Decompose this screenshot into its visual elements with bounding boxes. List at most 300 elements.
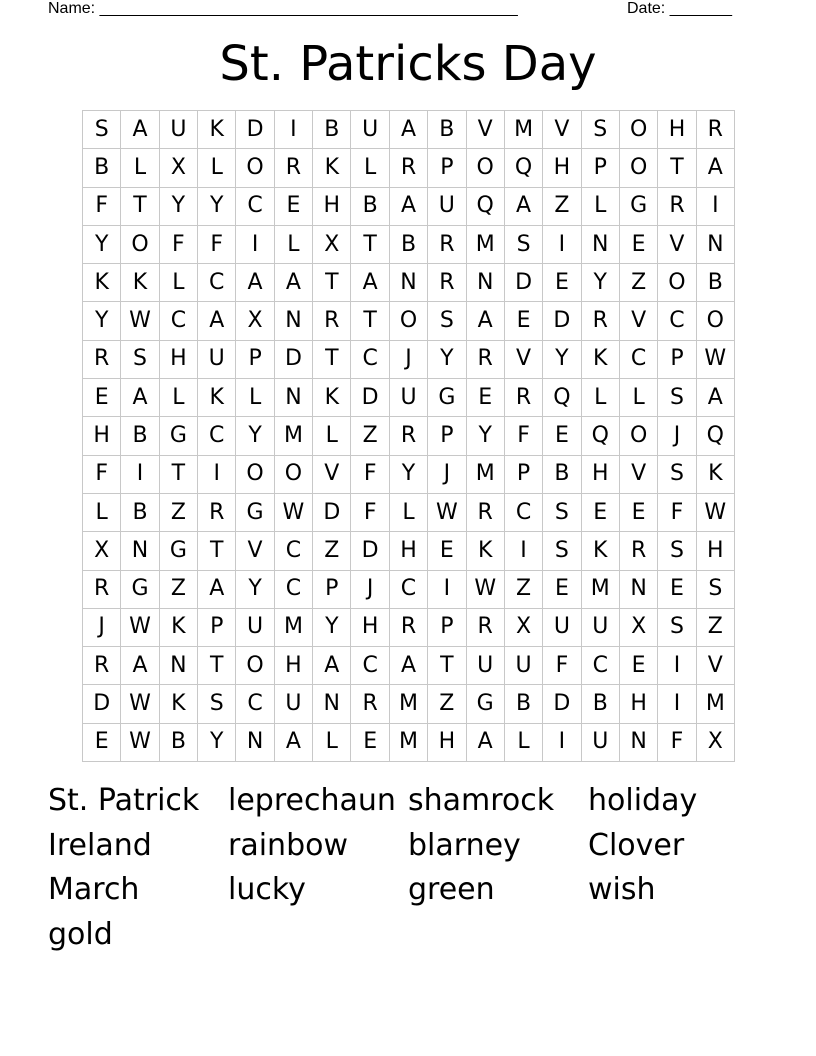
grid-cell: O <box>236 647 274 685</box>
grid-cell: F <box>658 724 696 762</box>
grid-cell: N <box>390 264 428 302</box>
grid-cell: G <box>620 188 658 226</box>
grid-cell: M <box>467 226 505 264</box>
grid-cell: J <box>428 456 466 494</box>
grid-cell: I <box>198 456 236 494</box>
grid-cell: O <box>658 264 696 302</box>
grid-cell: Y <box>390 456 428 494</box>
grid-cell: I <box>275 111 313 149</box>
grid-cell: C <box>351 341 389 379</box>
grid-cell: L <box>275 226 313 264</box>
grid-cell: U <box>198 341 236 379</box>
grid-cell: E <box>620 494 658 532</box>
grid-cell: V <box>543 111 581 149</box>
word-list-item: Clover <box>588 827 685 863</box>
grid-cell: H <box>620 685 658 723</box>
grid-cell: M <box>697 685 735 723</box>
grid-cell: T <box>198 647 236 685</box>
grid-cell: G <box>160 532 198 570</box>
grid-cell: H <box>582 456 620 494</box>
grid-cell: E <box>83 724 121 762</box>
grid-cell: K <box>313 379 351 417</box>
grid-cell: L <box>236 379 274 417</box>
grid-cell: H <box>275 647 313 685</box>
grid-cell: A <box>505 188 543 226</box>
grid-cell: D <box>543 302 581 340</box>
word-list-item: rainbow <box>228 827 348 863</box>
grid-cell: A <box>697 379 735 417</box>
grid-cell: L <box>160 379 198 417</box>
grid-cell: L <box>505 724 543 762</box>
grid-cell: G <box>428 379 466 417</box>
grid-cell: S <box>83 111 121 149</box>
grid-cell: W <box>467 571 505 609</box>
grid-cell: E <box>620 647 658 685</box>
grid-cell: X <box>236 302 274 340</box>
grid-cell: S <box>658 609 696 647</box>
grid-cell: R <box>467 494 505 532</box>
grid-cell: U <box>275 685 313 723</box>
grid-cell: S <box>658 456 696 494</box>
grid-cell: U <box>582 609 620 647</box>
grid-cell: G <box>467 685 505 723</box>
grid-cell: L <box>83 494 121 532</box>
grid-cell: R <box>390 609 428 647</box>
grid-cell: X <box>505 609 543 647</box>
grid-cell: D <box>313 494 351 532</box>
grid-cell: Y <box>313 609 351 647</box>
grid-cell: R <box>390 417 428 455</box>
grid-cell: E <box>505 302 543 340</box>
grid-cell: N <box>582 226 620 264</box>
grid-cell: V <box>505 341 543 379</box>
grid-cell: H <box>313 188 351 226</box>
grid-cell: R <box>390 149 428 187</box>
grid-cell: N <box>620 724 658 762</box>
grid-cell: F <box>351 494 389 532</box>
grid-cell: H <box>351 609 389 647</box>
grid-cell: O <box>467 149 505 187</box>
grid-cell: B <box>121 417 159 455</box>
grid-cell: F <box>351 456 389 494</box>
grid-cell: H <box>658 111 696 149</box>
grid-cell: E <box>467 379 505 417</box>
grid-cell: Y <box>83 226 121 264</box>
grid-cell: Z <box>428 685 466 723</box>
grid-cell: A <box>198 571 236 609</box>
grid-cell: H <box>390 532 428 570</box>
grid-cell: V <box>697 647 735 685</box>
grid-cell: K <box>198 111 236 149</box>
grid-cell: G <box>121 571 159 609</box>
grid-cell: B <box>505 685 543 723</box>
grid-cell: K <box>313 149 351 187</box>
grid-cell: R <box>505 379 543 417</box>
grid-cell: W <box>428 494 466 532</box>
grid-cell: R <box>582 302 620 340</box>
grid-cell: M <box>275 417 313 455</box>
grid-cell: E <box>620 226 658 264</box>
word-list-item: St. Patrick <box>48 783 200 818</box>
grid-cell: Z <box>620 264 658 302</box>
grid-cell: C <box>275 532 313 570</box>
grid-cell: Q <box>697 417 735 455</box>
grid-cell: O <box>620 417 658 455</box>
grid-cell: M <box>275 609 313 647</box>
grid-cell: L <box>121 149 159 187</box>
grid-cell: L <box>160 264 198 302</box>
grid-cell: F <box>83 188 121 226</box>
grid-cell: O <box>121 226 159 264</box>
grid-cell: R <box>428 264 466 302</box>
grid-cell: R <box>313 302 351 340</box>
grid-cell: D <box>351 532 389 570</box>
grid-cell: D <box>236 111 274 149</box>
grid-cell: V <box>313 456 351 494</box>
grid-cell: I <box>658 647 696 685</box>
grid-cell: X <box>160 149 198 187</box>
grid-cell: C <box>390 571 428 609</box>
word-search-grid <box>82 110 735 762</box>
grid-cell: E <box>543 571 581 609</box>
grid-cell: I <box>658 685 696 723</box>
grid-cell: A <box>390 188 428 226</box>
grid-cell: F <box>160 226 198 264</box>
grid-cell: U <box>582 724 620 762</box>
grid-cell: H <box>160 341 198 379</box>
grid-cell: W <box>275 494 313 532</box>
grid-cell: E <box>543 264 581 302</box>
grid-cell: F <box>83 456 121 494</box>
grid-cell: R <box>351 685 389 723</box>
grid-cell: U <box>543 609 581 647</box>
grid-cell: E <box>83 379 121 417</box>
grid-cell: K <box>121 264 159 302</box>
grid-cell: B <box>697 264 735 302</box>
grid-cell: O <box>236 149 274 187</box>
grid-cell: I <box>543 724 581 762</box>
grid-cell: H <box>83 417 121 455</box>
grid-cell: X <box>313 226 351 264</box>
grid-cell: D <box>83 685 121 723</box>
grid-cell: K <box>467 532 505 570</box>
grid-cell: S <box>505 226 543 264</box>
grid-cell: H <box>543 149 581 187</box>
grid-cell: V <box>467 111 505 149</box>
grid-cell: T <box>428 647 466 685</box>
grid-cell: Q <box>505 149 543 187</box>
grid-cell: P <box>236 341 274 379</box>
grid-cell: K <box>160 609 198 647</box>
grid-cell: P <box>428 609 466 647</box>
grid-cell: S <box>121 341 159 379</box>
grid-cell: R <box>467 609 505 647</box>
grid-cell: C <box>198 264 236 302</box>
grid-cell: J <box>390 341 428 379</box>
grid-cell: A <box>275 264 313 302</box>
grid-cell: P <box>505 456 543 494</box>
grid-cell: O <box>390 302 428 340</box>
grid-cell: A <box>313 647 351 685</box>
grid-cell: F <box>543 647 581 685</box>
grid-cell: D <box>505 264 543 302</box>
grid-cell: L <box>620 379 658 417</box>
grid-cell: R <box>697 111 735 149</box>
grid-cell: L <box>198 149 236 187</box>
grid-cell: Z <box>505 571 543 609</box>
grid-cell: B <box>313 111 351 149</box>
grid-cell: Y <box>428 341 466 379</box>
grid-cell: H <box>697 532 735 570</box>
grid-cell: P <box>582 149 620 187</box>
grid-cell: I <box>121 456 159 494</box>
grid-cell: R <box>658 188 696 226</box>
grid-cell: O <box>620 149 658 187</box>
grid-cell: D <box>275 341 313 379</box>
grid-cell: A <box>467 302 505 340</box>
grid-cell: L <box>313 417 351 455</box>
grid-cell: P <box>198 609 236 647</box>
grid-cell: B <box>121 494 159 532</box>
grid-cell: C <box>236 685 274 723</box>
grid-cell: R <box>83 341 121 379</box>
grid-cell: C <box>620 341 658 379</box>
grid-cell: E <box>582 494 620 532</box>
word-list-item: leprechaun <box>228 783 396 818</box>
grid-cell: I <box>505 532 543 570</box>
grid-cell: Q <box>582 417 620 455</box>
grid-cell: O <box>620 111 658 149</box>
grid-cell: Y <box>582 264 620 302</box>
grid-cell: C <box>658 302 696 340</box>
grid-cell: L <box>313 724 351 762</box>
grid-cell: J <box>83 609 121 647</box>
page-title: St. Patricks Day <box>219 36 597 92</box>
grid-cell: U <box>428 188 466 226</box>
grid-cell: B <box>83 149 121 187</box>
grid-cell: N <box>697 226 735 264</box>
grid-cell: B <box>390 226 428 264</box>
grid-cell: P <box>658 341 696 379</box>
grid-cell: T <box>121 188 159 226</box>
grid-cell: L <box>582 188 620 226</box>
grid-cell: T <box>351 302 389 340</box>
grid-cell: K <box>83 264 121 302</box>
grid-cell: K <box>160 685 198 723</box>
grid-cell: O <box>275 456 313 494</box>
grid-cell: L <box>351 149 389 187</box>
word-list-item: lucky <box>228 872 306 907</box>
word-list-item: wish <box>588 872 656 907</box>
grid-cell: K <box>697 456 735 494</box>
grid-cell: N <box>620 571 658 609</box>
grid-cell: W <box>121 685 159 723</box>
grid-cell: W <box>121 724 159 762</box>
grid-cell: S <box>543 532 581 570</box>
grid-cell: A <box>697 149 735 187</box>
grid-cell: C <box>351 647 389 685</box>
grid-cell: M <box>582 571 620 609</box>
grid-cell: W <box>121 302 159 340</box>
grid-cell: M <box>505 111 543 149</box>
grid-cell: R <box>620 532 658 570</box>
grid-cell: A <box>275 724 313 762</box>
grid-cell: R <box>428 226 466 264</box>
grid-cell: N <box>467 264 505 302</box>
grid-cell: M <box>467 456 505 494</box>
grid-cell: S <box>697 571 735 609</box>
grid-cell: K <box>198 379 236 417</box>
grid-cell: R <box>467 341 505 379</box>
grid-cell: N <box>275 379 313 417</box>
grid-cell: A <box>467 724 505 762</box>
grid-cell: S <box>198 685 236 723</box>
grid-cell: A <box>121 379 159 417</box>
grid-cell: P <box>313 571 351 609</box>
grid-cell: T <box>198 532 236 570</box>
grid-cell: T <box>160 456 198 494</box>
grid-cell: O <box>236 456 274 494</box>
grid-cell: V <box>236 532 274 570</box>
grid-cell: B <box>351 188 389 226</box>
grid-cell: F <box>505 417 543 455</box>
grid-cell: G <box>236 494 274 532</box>
grid-cell: N <box>160 647 198 685</box>
grid-cell: U <box>351 111 389 149</box>
grid-cell: X <box>83 532 121 570</box>
grid-cell: U <box>390 379 428 417</box>
grid-cell: P <box>428 149 466 187</box>
grid-cell: A <box>351 264 389 302</box>
grid-cell: Q <box>543 379 581 417</box>
grid-cell: A <box>390 647 428 685</box>
grid-cell: H <box>428 724 466 762</box>
grid-cell: W <box>697 341 735 379</box>
grid-cell: W <box>697 494 735 532</box>
grid-cell: T <box>351 226 389 264</box>
grid-cell: D <box>543 685 581 723</box>
grid-cell: C <box>236 188 274 226</box>
grid-cell: B <box>543 456 581 494</box>
grid-cell: Y <box>467 417 505 455</box>
grid-cell: S <box>582 111 620 149</box>
grid-cell: C <box>505 494 543 532</box>
grid-cell: Z <box>160 494 198 532</box>
grid-cell: S <box>428 302 466 340</box>
grid-cell: D <box>351 379 389 417</box>
grid-cell: Y <box>543 341 581 379</box>
grid-cell: I <box>697 188 735 226</box>
grid-cell: X <box>620 609 658 647</box>
grid-cell: Z <box>160 571 198 609</box>
grid-cell: Y <box>160 188 198 226</box>
word-list-item: green <box>408 872 495 907</box>
grid-cell: U <box>236 609 274 647</box>
word-list-item: March <box>48 872 140 907</box>
word-list-item: Ireland <box>48 827 152 863</box>
grid-cell: Y <box>236 571 274 609</box>
word-list <box>48 779 768 957</box>
word-list-item: shamrock <box>408 783 555 818</box>
grid-cell: G <box>160 417 198 455</box>
grid-cell: C <box>160 302 198 340</box>
grid-cell: F <box>198 226 236 264</box>
grid-cell: A <box>121 111 159 149</box>
grid-cell: E <box>351 724 389 762</box>
grid-cell: R <box>275 149 313 187</box>
grid-cell: T <box>313 264 351 302</box>
grid-cell: R <box>83 571 121 609</box>
grid-cell: T <box>658 149 696 187</box>
grid-cell: Z <box>313 532 351 570</box>
grid-cell: R <box>83 647 121 685</box>
grid-cell: S <box>658 532 696 570</box>
grid-cell: C <box>275 571 313 609</box>
grid-cell: O <box>697 302 735 340</box>
grid-cell: B <box>582 685 620 723</box>
grid-cell: N <box>275 302 313 340</box>
grid-cell: N <box>236 724 274 762</box>
word-list-item: holiday <box>588 783 698 818</box>
grid-cell: K <box>582 532 620 570</box>
grid-cell: N <box>313 685 351 723</box>
grid-cell: A <box>236 264 274 302</box>
word-list-item: blarney <box>408 827 521 863</box>
grid-cell: S <box>658 379 696 417</box>
grid-cell: A <box>121 647 159 685</box>
grid-cell: I <box>428 571 466 609</box>
grid-cell: J <box>351 571 389 609</box>
grid-cell: Y <box>198 724 236 762</box>
grid-cell: K <box>582 341 620 379</box>
name-line: Name: _______________________________________________ <box>48 0 518 17</box>
grid-cell: V <box>620 456 658 494</box>
grid-cell: W <box>121 609 159 647</box>
grid-cell: U <box>467 647 505 685</box>
grid-cell: Z <box>351 417 389 455</box>
grid-cell: T <box>313 341 351 379</box>
grid-cell: F <box>658 494 696 532</box>
grid-cell: M <box>390 685 428 723</box>
grid-cell: E <box>275 188 313 226</box>
grid-cell: Y <box>83 302 121 340</box>
grid-cell: C <box>198 417 236 455</box>
grid-cell: L <box>582 379 620 417</box>
grid-cell: B <box>428 111 466 149</box>
grid-cell: S <box>543 494 581 532</box>
grid-cell: N <box>121 532 159 570</box>
grid-cell: I <box>543 226 581 264</box>
grid-cell: A <box>390 111 428 149</box>
grid-cell: E <box>658 571 696 609</box>
grid-cell: L <box>390 494 428 532</box>
grid-cell: C <box>582 647 620 685</box>
grid-cell: Z <box>543 188 581 226</box>
grid-cell: M <box>390 724 428 762</box>
word-list-item: gold <box>48 916 113 952</box>
grid-cell: A <box>198 302 236 340</box>
grid-cell: R <box>198 494 236 532</box>
grid-cell: V <box>620 302 658 340</box>
grid-cell: U <box>505 647 543 685</box>
grid-cell: X <box>697 724 735 762</box>
grid-cell: I <box>236 226 274 264</box>
grid-cell: E <box>428 532 466 570</box>
grid-cell: Z <box>697 609 735 647</box>
grid-cell: V <box>658 226 696 264</box>
date-line: Date: _______ <box>627 0 732 17</box>
grid-cell: U <box>160 111 198 149</box>
